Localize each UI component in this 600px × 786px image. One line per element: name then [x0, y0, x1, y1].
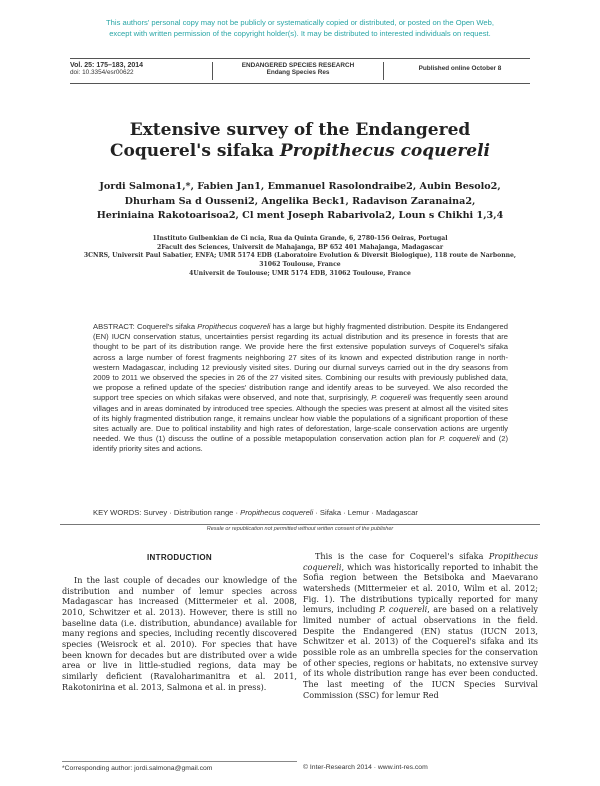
- abstract-text-3: was frequently seen around villages and in areas dominated by introduced tree species. Although the species was present at almost all the visited sites of its highly fragmented distribution range, it remains unclear how viable the populations of a significant proportion of these sites actually are. Due to political instability and high rates of deforestation, large-scale conservation actions are urgently needed. We thus (1) discuss the outline of a possible metapopulation conservation action plan for: [93, 393, 508, 444]
- intro-right-column: [303, 551, 538, 700]
- title-plain: Coquerel's sifaka: [109, 141, 280, 161]
- notice-line-1: This authors' personal copy may not be publicly or systematically copied or distributed, or posted on the Open Web,: [106, 18, 494, 27]
- authors-line-1: Jordi Salmona1,*, Fabien Jan1, Emmanuel Rasolondraibe2, Aubin Besolo2,: [99, 181, 501, 192]
- journal-name: [212, 62, 384, 80]
- intro-right-text-1: This is the case for Coquerel's sifaka: [315, 551, 489, 561]
- author-list: [60, 180, 540, 224]
- keywords: [93, 508, 508, 517]
- abstract-text-4: and (2) identify priority sites and actions.: [93, 434, 509, 454]
- abstract-species-2: P. coquereli: [371, 393, 411, 403]
- abstract-label: ABSTRACT:: [93, 322, 137, 331]
- doi: doi: 10.3354/esr00622: [70, 69, 134, 76]
- keywords-text-1: Survey · Distribution range ·: [143, 508, 241, 517]
- notice-line-2: except with written permission of the copyright holder(s). It may be distributed to interested individuals on request.: [109, 28, 491, 38]
- resale-notice: Resale or republication not permitted without written consent of the publisher: [60, 524, 540, 532]
- volume-info: [70, 62, 210, 76]
- publisher-copyright: © Inter-Research 2014 · www.int-res.com: [303, 764, 428, 771]
- journal-short: Endang Species Res: [266, 69, 330, 76]
- published-date: Published online October 8: [418, 65, 502, 72]
- affiliation-1: 1Instituto Gulbenkian de Ci ncia, Rua da Quinta Grande, 6, 2780-156 Oeiras, Portugal: [152, 235, 448, 242]
- authors-line-2: Dhurham Sa d Ousseni2, Angelika Beck1, Radavison Zaranaina2,: [124, 195, 476, 207]
- abstract-text-1: Coquerel's sifaka: [136, 322, 198, 331]
- intro-right-species-1: Propithecus coquereli: [303, 551, 538, 572]
- abstract-text-2: has a large but highly fragmented distribution. Despite its Endangered (EN) IUCN conservation status, uncertainties persist regarding its actual distribution and its presence in forests that are thought to be part of its distribution range. We provide here the first extensive population surveys of Coquerel's sifaka across a large number of forest fragments neighboring 27 sites of its known and expected distribution range in north-western Madagascar, including 12 previously visited sites. During our diurnal surveys carried out in the dry seasons from 2009 to 2011 we observed the species in 26 of the 27 visited sites. Combining our results with previously published data, we propose a refined update of the species' distribution range and identify areas to be surveyed. We also recorded the support tree species on which sifakas were observed, and note that, surprisingly,: [93, 322, 508, 403]
- volume: Vol. 25: 175–183, 2014: [70, 62, 144, 69]
- affiliation-3a: 3CNRS, Universit Paul Sabatier, ENFA; UMR 5174 EDB (Laboratoire Evolution & Diversit Biologique), 118 route de Narbonne,: [83, 252, 517, 260]
- abstract-species-3: P. coquereli: [439, 434, 480, 444]
- affiliation-4: 4Universit de Toulouse; UMR 5174 EDB, 31062 Toulouse, France: [189, 269, 411, 277]
- section-heading: INTRODUCTION: [147, 553, 212, 562]
- keywords-species: Propithecus coquereli: [240, 508, 314, 517]
- corresponding-author: *Corresponding author: jordi.salmona@gmail.com: [62, 761, 297, 772]
- intro-right-species-2: P. coquereli: [379, 604, 428, 615]
- journal-title: ENDANGERED SPECIES RESEARCH: [241, 62, 355, 69]
- journal-header: [70, 58, 530, 84]
- intro-right-text-2: , which was historically reported to inhabit the Sofia region between the Betsiboka and Maevarano watersheds (Mittermeier et al. 2010, Wilm et al. 2012; Fig. 1). The distributions typically reported for many lemurs, including: [303, 561, 538, 615]
- keywords-label: KEY WORDS:: [93, 508, 144, 517]
- affiliation-2: 2Facult des Sciences, Universit de Mahajanga, BP 652 401 Mahajanga, Madagascar: [156, 243, 444, 251]
- authors-line-3: Heriniaina Rakotoarisoa2, Cl ment Joseph Rabarivola2, Loun s Chikhi 1,3,4: [96, 210, 504, 221]
- intro-right-text-3: , are based on a relatively limited number of actual observations in the field. Despite the Endangered (EN) status (IUCN 2013, Schwitzer et al. 2013) of the Coquerel's sifaka and its possible role as an umbrella species for the conservation of other species, regions or habitats, no extensive survey of its whole distribution range has ever been conducted. The last meeting of the IUCN Species Survival Commission (SSC) for lemur Red: [303, 604, 538, 700]
- abstract-species-1: Propithecus coquereli: [197, 322, 271, 331]
- title-line-1: Extensive survey of the Endangered: [129, 120, 471, 140]
- affiliations: [70, 235, 530, 279]
- paper-title: [40, 120, 560, 162]
- affiliation-3b: 31062 Toulouse, France: [259, 261, 341, 269]
- copyright-notice: [30, 18, 570, 39]
- abstract: [93, 322, 508, 455]
- title-line-2: [40, 141, 560, 162]
- intro-left-column: In the last couple of decades our knowledge of the distribution and number of lemur species across Madagascar has increased (Mittermeier et al. 2008, 2010, Schwitzer et al. 2013). However, there is still no baseline data (i.e. distribution, abundance) available for many regions and species, including recently discovered species (Weisrock et al. 2010). For species that have been known for decades but are distributed over a wide area or live in little-studied regions, data may be similarly deficient (Ravaloharimanitra et al. 2011, Rakotonirina et al. 2013, Salmona et al. in press).: [62, 575, 297, 692]
- title-species: Propithecus coquereli: [279, 141, 491, 161]
- keywords-text-2: · Sifaka · Lemur · Madagascar: [313, 508, 418, 517]
